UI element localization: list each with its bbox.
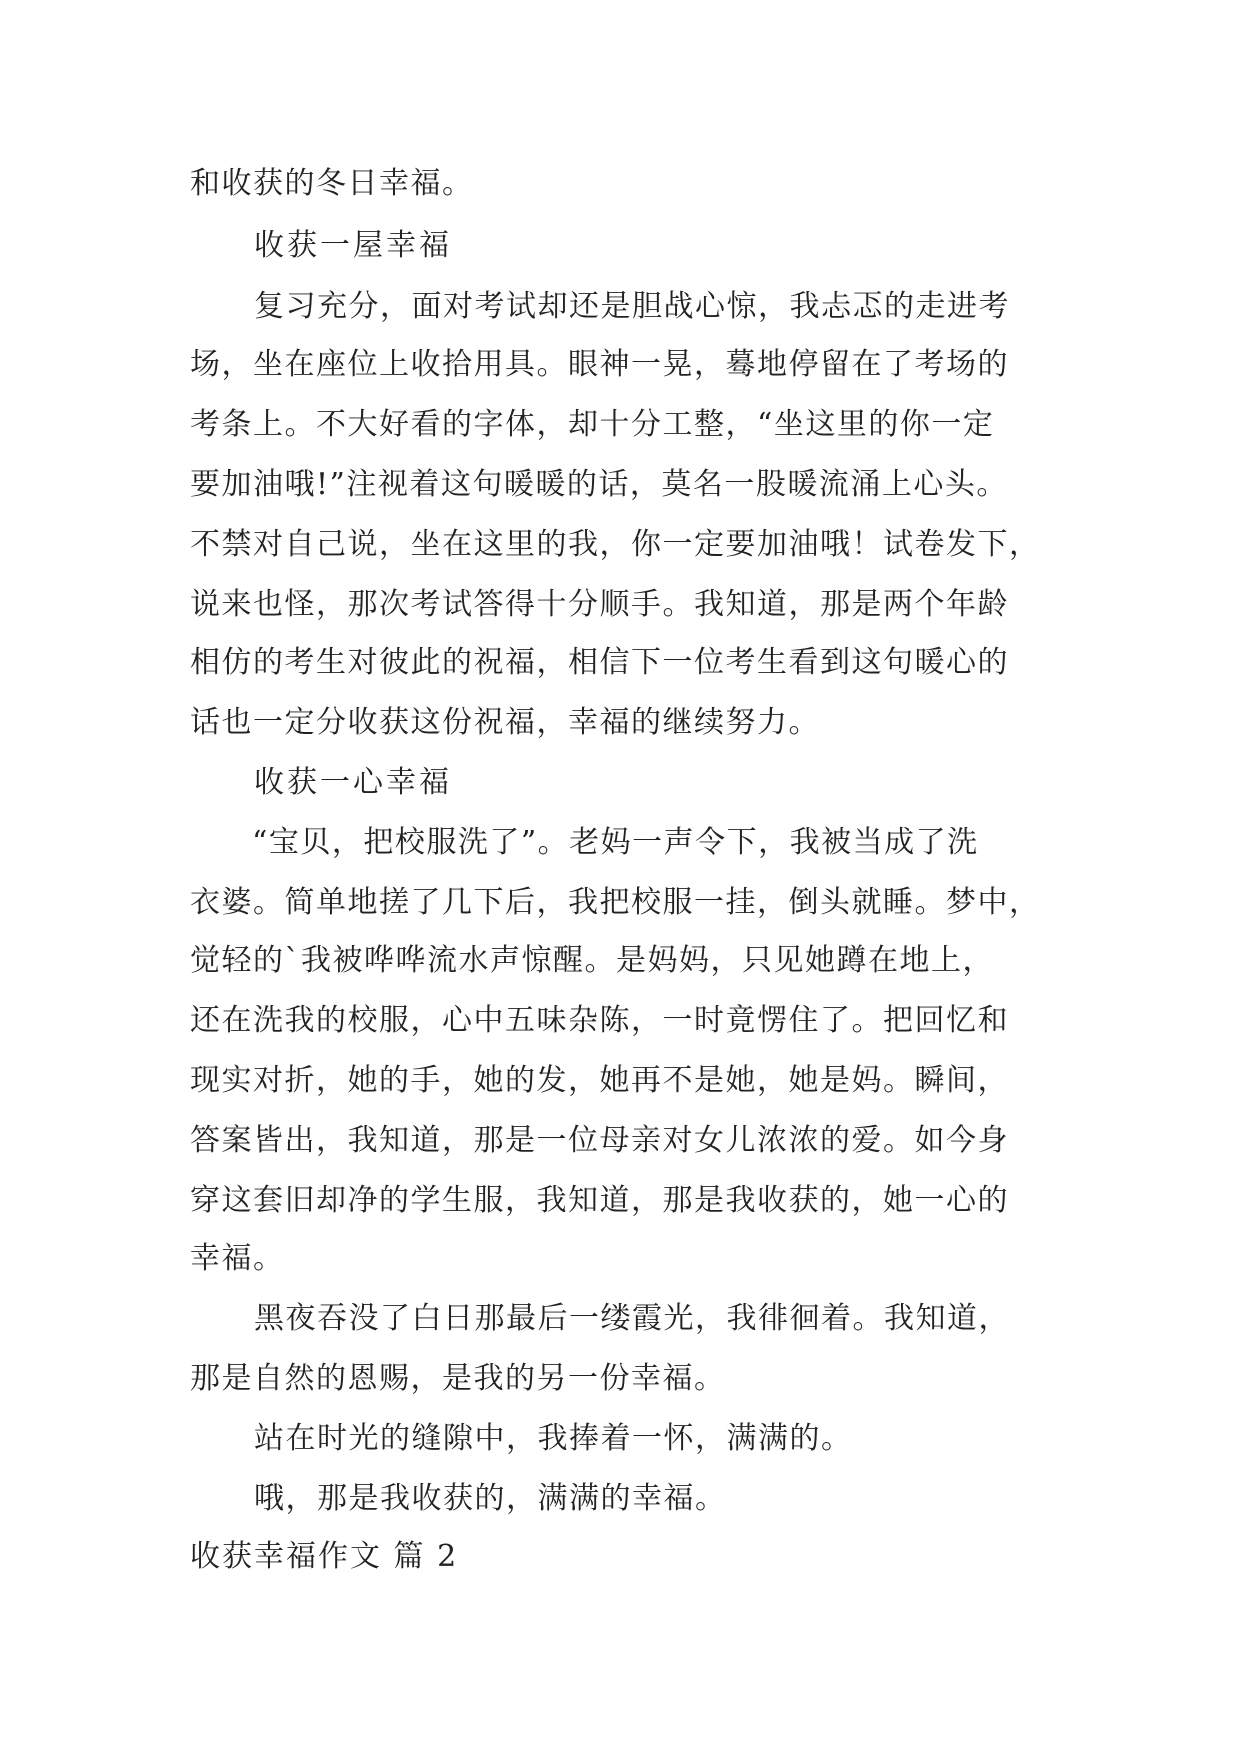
paragraph-line: 还在洗我的校服，心中五味杂陈，一时竟愣住了。把回忆和 — [190, 1003, 1009, 1038]
paragraph-line: 考条上。不大好看的字体，却十分工整，“坐这里的你一定 — [190, 407, 995, 442]
paragraph-line: 相仿的考生对彼此的祝福，相信下一位考生看到这句暖心的 — [190, 645, 1009, 680]
article-title: 收获幸福作文 篇 2 — [190, 1539, 459, 1574]
paragraph-line: 复习充分，面对考试却还是胆战心惊，我忐忑的走进考 — [254, 289, 1010, 324]
paragraph-line: 答案皆出，我知道，那是一位母亲对女儿浓浓的爱。如今身 — [190, 1123, 1009, 1158]
paragraph-line: 黑夜吞没了白日那最后一缕霞光，我徘徊着。我知道， — [254, 1301, 1010, 1336]
paragraph-line: 觉轻的`我被哗哗流水声惊醒。是妈妈，只见她蹲在地上， — [190, 943, 994, 978]
paragraph-line: 现实对折，她的手，她的发，她再不是她，她是妈。瞬间， — [190, 1063, 1009, 1098]
paragraph-line: 衣婆。简单地搓了几下后，我把校服一挂，倒头就睡。梦中， — [190, 885, 1041, 920]
paragraph-line: “宝贝，把校服洗了”。老妈一声令下，我被当成了洗 — [252, 825, 979, 860]
paragraph-line: 说来也怪，那次考试答得十分顺手。我知道，那是两个年龄 — [190, 587, 1009, 622]
section-heading: 收获一屋幸福 — [254, 228, 452, 263]
paragraph-line: 穿这套旧却净的学生服，我知道，那是我收获的，她一心的 — [190, 1183, 1009, 1218]
paragraph-line: 幸福。 — [190, 1241, 285, 1276]
paragraph-line: 话也一定分收获这份祝福，幸福的继续努力。 — [190, 705, 820, 740]
paragraph-line: 要加油哦!”注视着这句暖暖的话，莫名一股暖流涌上心头。 — [190, 467, 1008, 502]
section-heading: 收获一心幸福 — [254, 765, 452, 800]
paragraph-line: 场，坐在座位上收拾用具。眼神一晃，蓦地停留在了考场的 — [190, 347, 1009, 382]
paragraph-line: 和收获的冬日幸福。 — [190, 166, 474, 201]
paragraph-line: 不禁对自己说，坐在这里的我，你一定要加油哦！试卷发下， — [190, 527, 1041, 562]
paragraph-line: 那是自然的恩赐，是我的另一份幸福。 — [190, 1361, 726, 1396]
paragraph-line: 站在时光的缝隙中，我捧着一怀，满满的。 — [254, 1421, 853, 1456]
paragraph-line: 哦，那是我收获的，满满的幸福。 — [254, 1481, 727, 1516]
